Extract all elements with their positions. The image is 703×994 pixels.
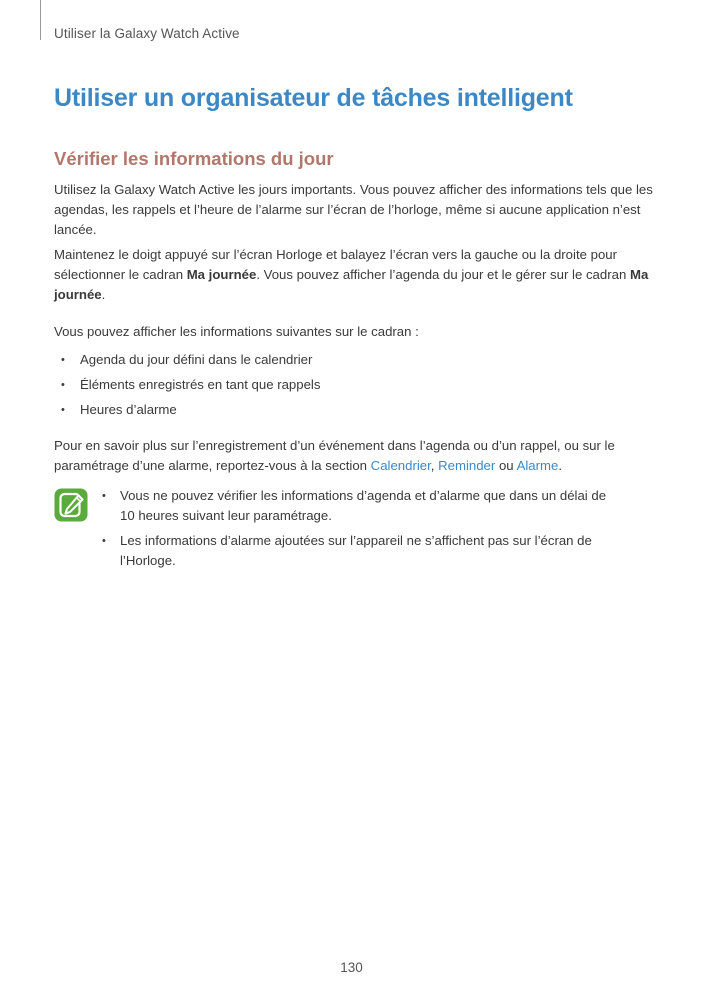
note-item-text: Vous ne pouvez vérifier les informations d’agenda et d’alarme que dans un délai de 10 heures suivant leur paramétrage.	[120, 488, 607, 523]
page-number: 130	[340, 960, 363, 975]
margin-rule	[40, 0, 41, 40]
list-item	[54, 375, 320, 400]
bullet-dot: •	[61, 379, 65, 391]
running-header: Utiliser la Galaxy Watch Active	[54, 26, 240, 41]
list-item-text: Agenda du jour défini dans le calendrier	[80, 352, 313, 367]
sentence-end: .	[558, 458, 563, 473]
instruction-paragraph	[54, 245, 654, 305]
link-calendrier[interactable]: Calendrier	[370, 458, 431, 473]
watch-face-name: Ma journée	[186, 267, 257, 282]
list-item	[54, 350, 320, 375]
link-alarme[interactable]: Alarme	[516, 458, 559, 473]
note-pencil-icon	[53, 487, 89, 523]
instruction-text: Maintenez le doigt appuyé sur l’écran Horloge et balayez l’écran vers la gauche ou la droite pour sélectionner le cadran	[54, 247, 617, 282]
note-item-text: Les informations d’alarme ajoutées sur l’appareil ne s’affichent pas sur l’écran de l’Horloge.	[120, 533, 592, 568]
reference-paragraph	[54, 436, 654, 476]
bullet-dot: •	[61, 404, 65, 416]
note-list	[96, 486, 616, 576]
info-list	[54, 350, 320, 425]
conjunction: ou	[495, 458, 517, 473]
note-item	[96, 486, 616, 526]
separator: ,	[430, 458, 439, 473]
list-item-text: Heures d’alarme	[80, 402, 177, 417]
bullet-dot: •	[102, 490, 106, 502]
bullet-dot: •	[61, 354, 65, 366]
list-item-text: Éléments enregistrés en tant que rappels	[80, 377, 321, 392]
watch-face-name: Ma journée	[54, 267, 649, 302]
reference-text: Pour en savoir plus sur l’enregistrement d’un événement dans l’agenda ou d’un rappel, ou sur le paramétrage d’une alarme, reportez-vous à la section	[54, 438, 615, 473]
list-intro: Vous pouvez afficher les informations suivantes sur le cadran :	[54, 324, 419, 339]
instruction-text: .	[101, 287, 106, 302]
note-item	[96, 531, 616, 571]
page-title: Utiliser un organisateur de tâches intelligent	[54, 84, 573, 112]
instruction-text: . Vous pouvez afficher l’agenda du jour et le gérer sur le cadran	[256, 267, 630, 282]
bullet-dot: •	[102, 535, 106, 547]
section-title: Vérifier les informations du jour	[54, 148, 334, 169]
list-item	[54, 400, 320, 425]
link-reminder[interactable]: Reminder	[438, 458, 496, 473]
intro-paragraph: Utilisez la Galaxy Watch Active les jours importants. Vous pouvez afficher des informations tels que les agendas, les rappels et l’heure de l’alarme sur l’écran de l’horloge, même si aucune application n’est lancée.	[54, 182, 653, 237]
